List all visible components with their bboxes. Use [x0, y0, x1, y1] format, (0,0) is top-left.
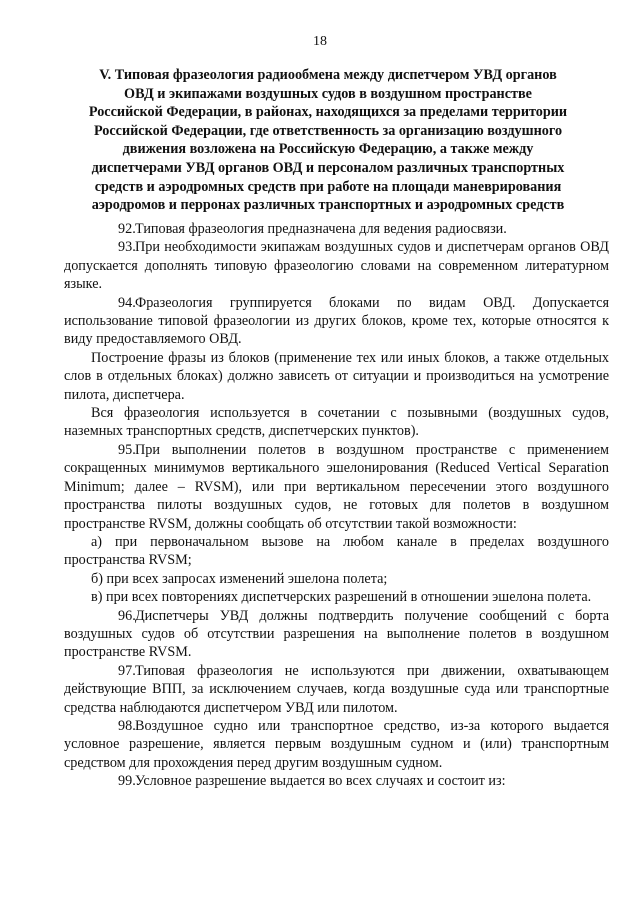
- list-item: [64, 533, 609, 570]
- paragraph: [64, 441, 609, 533]
- paragraph: [64, 662, 609, 717]
- paragraph: [64, 607, 609, 662]
- paragraph-text: Типовая фразеология не используются при движении, охватывающем действующие ВПП, за исключением случаев, когда воздушные суда или транспортные средства наблюдаются диспетчером УВД или пилотом.: [64, 662, 609, 716]
- document-body: [64, 220, 609, 791]
- paragraph-text: Условное разрешение выдается во всех случаях и состоит из:: [135, 773, 506, 790]
- paragraph-number: 95.: [118, 441, 136, 458]
- heading-line: Российской Федерации, где ответственность за организацию воздушного: [93, 122, 563, 139]
- paragraph-text: Построение фразы из блоков (применение тех или иных блоков, а также отдельных слов в отдельных блоках) должно зависеть от ситуации и производиться на усмотрение пилота, диспетчера.: [64, 349, 609, 403]
- paragraph-number: 92.: [118, 221, 136, 237]
- paragraph: [64, 349, 609, 404]
- paragraph: [64, 772, 609, 790]
- heading-line: диспетчерами УВД органов ОВД и персоналом различных транспортных: [91, 159, 565, 176]
- list-item: [64, 570, 609, 588]
- paragraph: [64, 220, 609, 238]
- list-item: [64, 588, 609, 606]
- paragraph-number: 96.: [118, 607, 136, 624]
- list-item-text: в) при всех повторениях диспетчерских разрешений в отношении эшелона полета.: [91, 589, 592, 606]
- heading-line: Российской Федерации, в районах, находящихся за пределами территории: [88, 104, 568, 121]
- paragraph-text: Воздушное судно или транспортное средство, из-за которого выдается условное разрешение, является первым воздушным судном и (или) транспортным средством для прохождения перед другим воздушным судном.: [64, 717, 609, 771]
- heading-line: аэродромов и перронах различных транспортных и аэродромных средств: [91, 197, 565, 214]
- paragraph-number: 93.: [118, 239, 136, 256]
- paragraph-text: При выполнении полетов в воздушном пространстве с применением сокращенных минимумов вертикального эшелонирования (Reduced Vertical Separation Minimum; далее – RVSM), или при вертикальном пересечении этого воздушного пространства пилоты воздушных судов, не готовых для полетов в воздушном пространстве RVSM, должны сообщать об отсутствии такой возможности:: [64, 441, 609, 532]
- heading-line: ОВД и экипажами воздушных судов в воздушном пространстве: [124, 85, 532, 102]
- paragraph-text: Фразеология группируется блоками по видам ОВД. Допускается использование типовой фразеологии из других блоков, кроме тех, которые относятся к виду предоставляемого ОВД.: [64, 294, 609, 348]
- paragraph-text: При необходимости экипажам воздушных судов и диспетчерам органов ОВД допускается дополнять типовую фразеологию словами на современном литературном языке.: [64, 239, 609, 293]
- paragraph-number: 99.: [118, 773, 136, 790]
- paragraph-number: 98.: [118, 717, 136, 734]
- paragraph: [64, 238, 609, 293]
- paragraph-text: Вся фразеология используется в сочетании с позывными (воздушных судов, наземных транспортных средств, диспетчерских пунктов).: [64, 405, 609, 440]
- heading-line: средств и аэродромных средств при работе на площади маневрирования: [94, 178, 562, 195]
- heading-line: V. Типовая фразеология радиообмена между диспетчером УВД органов: [99, 67, 557, 83]
- paragraph-text: Диспетчеры УВД должны подтвердить получение сообщений с борта воздушных судов об отсутствии разрешения на выполнение полетов в воздушном пространстве RVSM.: [64, 607, 609, 661]
- paragraph: [64, 404, 609, 441]
- paragraph-number: 94.: [118, 294, 136, 311]
- paragraph-text: Типовая фразеология предназначена для ведения радиосвязи.: [135, 221, 507, 237]
- list-item-text: а) при первоначальном вызове на любом канале в пределах воздушного пространства RVSM;: [64, 533, 609, 569]
- list-item-text: б) при всех запросах изменений эшелона полета;: [91, 570, 388, 587]
- paragraph: [64, 294, 609, 349]
- heading-line: движения возложена на Российскую Федерацию, а также между: [122, 141, 534, 158]
- section-heading: [54, 66, 602, 215]
- paragraph-number: 97.: [118, 662, 136, 679]
- paragraph: [64, 717, 609, 772]
- page-number: 18: [313, 34, 327, 49]
